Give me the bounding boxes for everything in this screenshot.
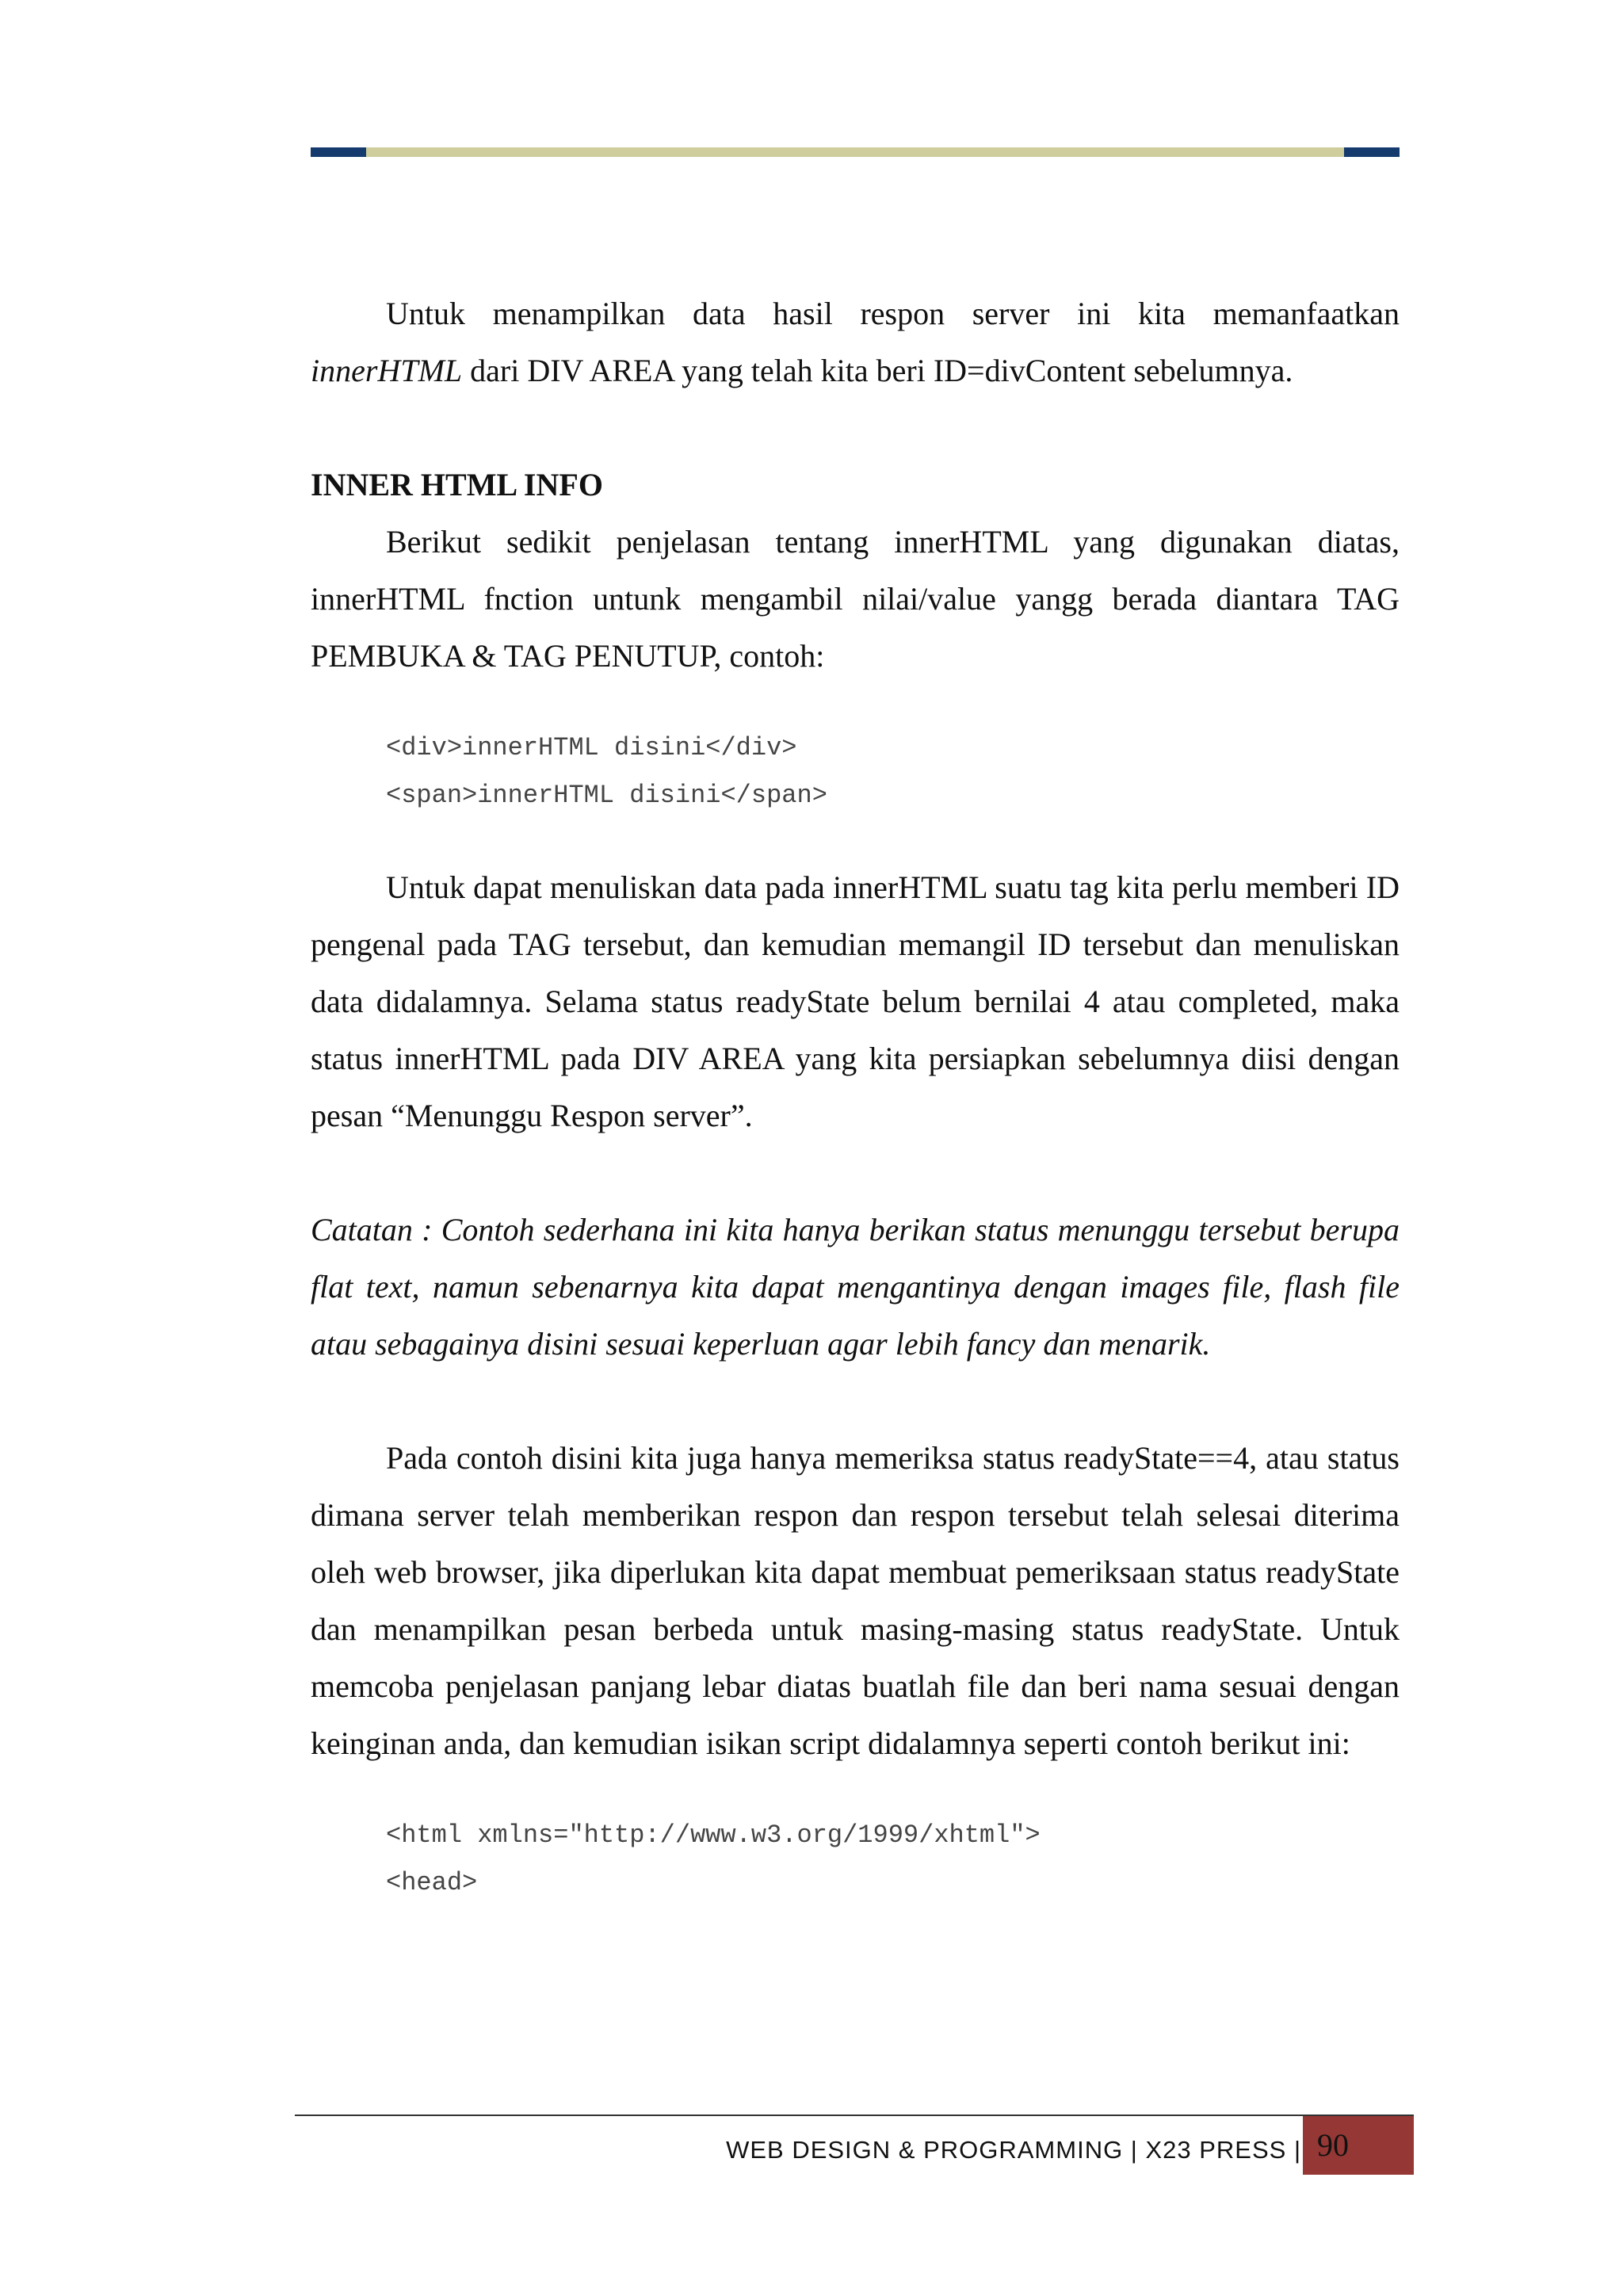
code-line: <head> [386,1868,478,1897]
paragraph-writing-data: Untuk dapat menuliskan data pada innerHTML suatu tag kita perlu memberi ID pengenal pada TAG tersebut, dan kemudian memangil ID tersebut dan menuliskan data didalamnya. Selama status readyState belum bernilai 4 atau completed, maka status innerHTML pada DIV AREA yang kita persiapkan sebelumnya diisi dengan pesan “Menunggu Respon server”. [311,869,1400,1133]
code-line: <div>innerHTML disini</div> [386,733,797,762]
paragraph-text: Untuk menampilkan data hasil respon server ini kita memanfaatkan [386,296,1400,331]
header-rule-bar [366,147,1344,157]
code-line: <html xmlns="http://www.w3.org/1999/xhtml"> [386,1820,1041,1850]
page-number: 90 [1303,2116,1414,2175]
page-content [311,285,1400,1907]
header-rule-left-cap [311,147,366,157]
footer-text: WEB DESIGN & PROGRAMMING | X23 PRESS | [726,2136,1301,2164]
section-heading: INNER HTML INFO [311,467,603,502]
paragraph-text: dari DIV AREA yang telah kita beri ID=divContent sebelumnya. [462,353,1293,388]
code-line: <span>innerHTML disini</span> [386,781,827,810]
italic-term: innerHTML [311,353,463,388]
note-paragraph: Catatan : Contoh sederhana ini kita hanya berikan status menunggu tersebut berupa flat text, namun sebenarnya kita dapat mengantinya dengan images file, flash file atau sebagainya disini sesuai keperluan agar lebih fancy dan menarik. [311,1212,1400,1362]
paragraph-innerhtml-intro [311,285,1400,399]
footer-rule [295,2115,1414,2116]
header-rule-right-cap [1344,147,1400,157]
paragraph-readystate: Pada contoh disini kita juga hanya memeriksa status readyState==4, atau status dimana server telah memberikan respon dan respon tersebut telah selesai diterima oleh web browser, jika diperlukan kita dapat membuat pemeriksaan status readyState dan menampilkan pesan berbeda untuk masing-masing status readyState. Untuk memcoba penjelasan panjang lebar diatas buatlah file dan beri nama sesuai dengan keinginan anda, dan kemudian isikan script didalamnya seperti contoh berikut ini: [311,1440,1400,1761]
header-rule [311,147,1400,157]
paragraph-innerhtml-explanation: Berikut sedikit penjelasan tentang innerHTML yang digunakan diatas, innerHTML fnction untunk mengambil nilai/value yangg berada diantara TAG PEMBUKA & TAG PENUTUP, contoh: [311,524,1400,674]
